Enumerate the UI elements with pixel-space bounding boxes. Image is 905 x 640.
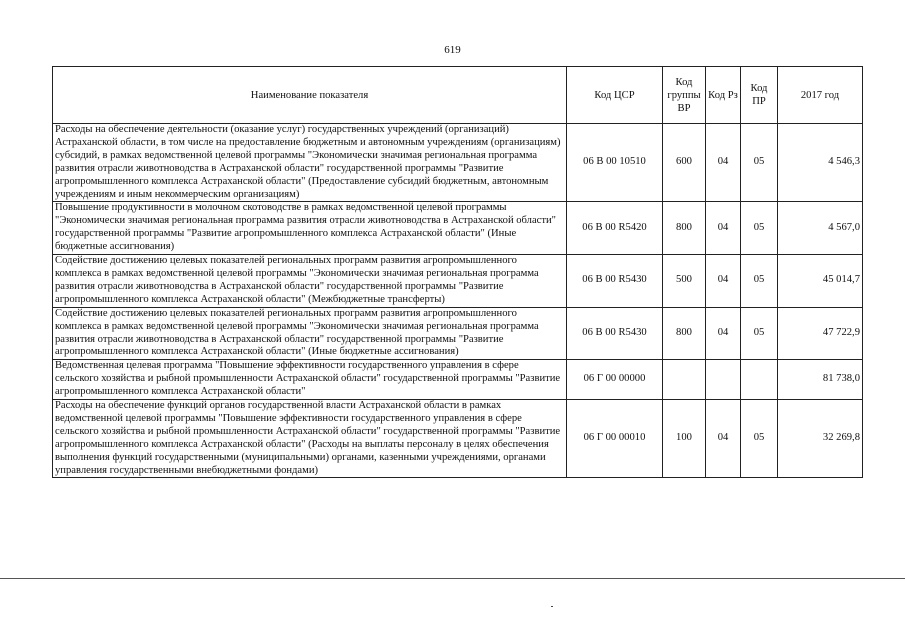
row-csr: 06 Г 00 00010 (567, 400, 663, 478)
header-csr: Код ЦСР (567, 67, 663, 124)
row-pr: 05 (741, 400, 778, 478)
row-csr: 06 В 00 R5430 (567, 255, 663, 308)
row-amount: 4 567,0 (778, 202, 863, 255)
table-header-row (53, 67, 863, 124)
row-amount: 81 738,0 (778, 360, 863, 400)
row-name: Повышение продуктивности в молочном скотоводстве в рамках ведомственной целевой программы "Экономически значимая региональная программа развития отрасли животноводства в Астраханской области" государственной программы "Развитие агропромышленного комплекса Астраханской области" (Иные бюджетные ассигнования) (53, 202, 567, 255)
row-pr: 05 (741, 124, 778, 202)
table-row (53, 124, 863, 202)
row-amount: 47 722,9 (778, 307, 863, 360)
row-rz: 04 (706, 400, 741, 478)
row-amount: 45 014,7 (778, 255, 863, 308)
row-vr: 800 (663, 307, 706, 360)
table-row (53, 255, 863, 308)
table-row (53, 360, 863, 400)
row-name: Содействие достижению целевых показателей региональных программ развития агропромышленного комплекса в рамках ведомственной целевой программы "Экономически значимая региональная программа развития отрасли животноводства в Астраханской области" государственной программы "Развитие агропромышленного комплекса Астраханской области" (Иные бюджетные ассигнования) (53, 307, 567, 360)
row-name: Расходы на обеспечение деятельности (оказание услуг) государственных учреждений (организаций) Астраханской области, в том числе на предоставление бюджетным и автономным учреждениям (организациям) субсидий, в рамках ведомственной целевой программы "Экономически значимая региональная программа развития отрасли животноводства в Астраханской области" государственной программы "Развитие агропромышленного комплекса Астраханской области" (Предоставление субсидий бюджетным, автономным учреждениям и иным некоммерческим организациям) (53, 124, 567, 202)
row-rz (706, 360, 741, 400)
table-row (53, 202, 863, 255)
row-csr: 06 В 00 R5430 (567, 307, 663, 360)
scan-line-artifact (0, 578, 905, 579)
row-csr: 06 В 00 R5420 (567, 202, 663, 255)
row-rz: 04 (706, 307, 741, 360)
row-rz: 04 (706, 202, 741, 255)
row-vr: 100 (663, 400, 706, 478)
header-year: 2017 год (778, 67, 863, 124)
row-vr: 500 (663, 255, 706, 308)
row-csr: 06 В 00 10510 (567, 124, 663, 202)
header-name: Наименование показателя (53, 67, 567, 124)
row-name: Содействие достижению целевых показателей региональных программ развития агропромышленного комплекса в рамках ведомственной целевой программы "Экономически значимая региональная программа развития отрасли животноводства в Астраханской области" государственной программы "Развитие агропромышленного комплекса Астраханской области" (Межбюджетные трансферты) (53, 255, 567, 308)
table-row (53, 307, 863, 360)
row-vr: 800 (663, 202, 706, 255)
row-name: Расходы на обеспечение функций органов государственной власти Астраханской области в рамках ведомственной целевой программы "Повышение эффективности государственного управления в сфере сельского хозяйства и рыбной промышленности Астраханской области" государственной программы "Развитие агропромышленного комплекса Астраханской области" (Расходы на выплаты персоналу в целях обеспечения выполнения функций государственными (муниципальными) органами, казенными учреждениями, органами управления государственными внебюджетными фондами) (53, 400, 567, 478)
row-pr: 05 (741, 255, 778, 308)
row-amount: 4 546,3 (778, 124, 863, 202)
budget-table (52, 66, 863, 478)
row-vr (663, 360, 706, 400)
table-row (53, 400, 863, 478)
header-rz: Код Рз (706, 67, 741, 124)
row-pr (741, 360, 778, 400)
header-pr: Код ПР (741, 67, 778, 124)
header-vr: Код группы ВР (663, 67, 706, 124)
row-pr: 05 (741, 307, 778, 360)
scan-dot-artifact (551, 606, 553, 607)
row-rz: 04 (706, 255, 741, 308)
row-name: Ведомственная целевая программа "Повышение эффективности государственного управления в сфере сельского хозяйства и рыбной промышленности Астраханской области" государственной программы "Развитие агропромышленного комплекса Астраханской области" (53, 360, 567, 400)
row-amount: 32 269,8 (778, 400, 863, 478)
row-csr: 06 Г 00 00000 (567, 360, 663, 400)
page-number: 619 (444, 44, 461, 56)
row-pr: 05 (741, 202, 778, 255)
row-vr: 600 (663, 124, 706, 202)
row-rz: 04 (706, 124, 741, 202)
